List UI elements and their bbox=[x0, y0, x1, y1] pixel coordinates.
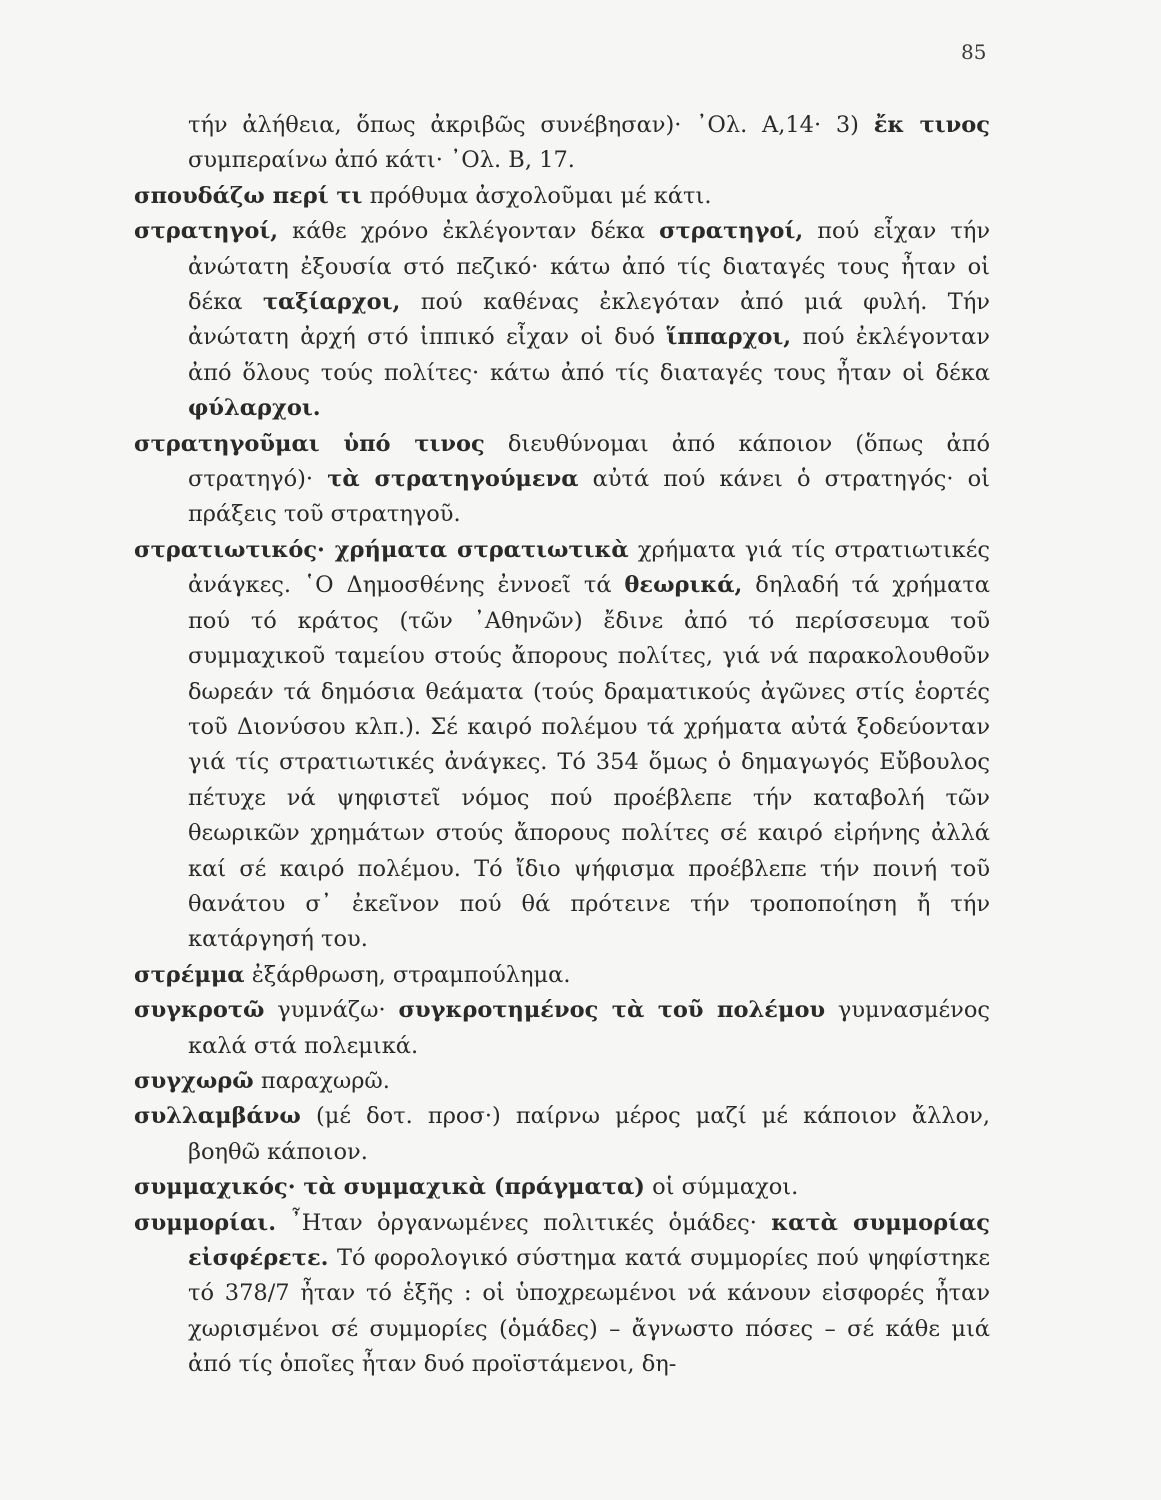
headword: συγχωρῶ bbox=[134, 1067, 254, 1094]
glossary-entry bbox=[134, 958, 990, 993]
glossary-entry bbox=[134, 1206, 990, 1383]
definition-text: γυμνασμένος καλά στά πολεμικά. bbox=[188, 997, 990, 1059]
definition-text: πού ἐκλέγονταν ἀπό ὅλους τούς πολίτες· κάτω ἀπό τίς διαταγές τους ἦταν οἱ δέκα bbox=[188, 324, 990, 386]
glossary-body bbox=[134, 108, 990, 1383]
page-number: 85 bbox=[961, 40, 987, 64]
glossary-entry bbox=[134, 214, 990, 426]
headword: συμμορίαι. bbox=[134, 1209, 277, 1236]
glossary-entry bbox=[134, 1170, 990, 1205]
headword: φύλαρχοι. bbox=[188, 395, 321, 422]
definition-text: (μέ δοτ. προσ·) παίρνω μέρος μαζί μέ κάποιον ἄλλον, βοηθῶ κάποιον. bbox=[188, 1103, 990, 1165]
definition-text: συμπεραίνω ἀπό κάτι· ᾿Ολ. Β, 17. bbox=[188, 147, 575, 174]
definition-text: χρήματα γιά τίς στρατιωτικές ἀνάγκες. ῾Ο Δημοσθένης ἐννοεῖ τά bbox=[188, 536, 990, 599]
headword: στρέμμα bbox=[134, 961, 245, 988]
definition-text: τήν ἀλήθεια, ὅπως ἀκριβῶς συνέβησαν)· ᾿Ολ. Α,14· 3) bbox=[188, 112, 874, 138]
definition-text: πού εἶχαν τήν ἀνώτατη ἐξουσία στό πεζικό· κάτω ἀπό τίς διαταγές τους ἦταν οἱ δέκα bbox=[188, 218, 991, 316]
headword: στρατηγοί, bbox=[134, 218, 279, 245]
glossary-entry bbox=[134, 179, 990, 214]
definition-text: Τό φορολογικό σύστημα κατά συμμορίες πού ψηφίστηκε τό 378/7 ἦταν τό ἑξῆς : οἱ ὑποχρεωμένοι νά κάνουν εἰσφορές ἦταν χωρισμένοι σέ συμμορίες (ὁμάδες) – ἄγνωστο πόσες – σέ κάθε μιά ἀπό τίς ὁποῖες ἦταν δυό προϊστάμενοι, δη- bbox=[188, 1245, 990, 1378]
headword: στρατηγοί, bbox=[659, 218, 804, 245]
headword: σπουδάζω περί τι bbox=[134, 182, 363, 209]
definition-text: πού καθένας ἐκλεγόταν ἀπό μιά φυλή. Τήν ἀνώτατη ἀρχή στό ἱππικό εἶχαν οἱ δυό bbox=[188, 289, 990, 351]
definition-text: γυμνάζω· bbox=[264, 997, 399, 1024]
glossary-entry bbox=[134, 533, 990, 958]
headword: ἵππαρχοι, bbox=[666, 324, 792, 351]
definition-text: δηλαδή τά χρήματα πού τό κράτος (τῶν ᾿Αθηνῶν) ἔδινε ἀπό τό περίσσευμα τοῦ συμμαχικοῦ ταμείου στούς ἄπορους πολίτες, γιά νά παρακολουθοῦν δωρεάν τά δημόσια θεάματα (τούς δραματικούς ἀγῶνες στίς ἑορτές τοῦ Διονύσου κλπ.). Σέ καιρό πολέμου τά χρήματα αὐτά ξοδεύονταν γιά τίς στρατιωτικές ἀνάγκες. Τό 354 ὅμως ὁ δημαγωγός Εὔβουλος πέτυχε νά ψηφιστεῖ νόμος πού προέβλεπε τήν καταβολή τῶν θεωρικῶν χρημάτων στούς ἄπορους πολίτες σέ καιρό εἰρήνης ἀλλά καί σέ καιρό πολέμου. Τό ἴδιο ψήφισμα προέβλεπε τήν ποινή τοῦ θανάτου σ᾿ ἐκεῖνον πού θά πρότεινε τήν τροποποίηση ἤ τήν κατάργησή του. bbox=[188, 572, 991, 953]
glossary-entry bbox=[134, 1064, 990, 1099]
headword: στρατηγοῦμαι ὑπό τινος bbox=[134, 430, 485, 457]
headword: συγκροτημένος τὰ τοῦ πολέμου bbox=[398, 997, 826, 1024]
headword: στρατιωτικός· χρήματα στρατιωτικὰ bbox=[134, 536, 629, 563]
headword: συλλαμβάνω bbox=[134, 1103, 301, 1130]
glossary-entry bbox=[134, 993, 990, 1064]
definition-text: αὐτά πού κάνει ὁ στρατηγός· οἱ πράξεις τοῦ στρατηγοῦ. bbox=[188, 466, 990, 528]
headword: ἔκ τινος bbox=[873, 112, 991, 138]
headword: τὰ στρατηγούμενα bbox=[327, 466, 579, 493]
glossary-entry-continuation bbox=[134, 108, 990, 179]
definition-text: διευθύνομαι ἀπό κάποιον (ὅπως ἀπό στρατηγό)· bbox=[188, 430, 990, 493]
definition-text: πρόθυμα ἀσχολοῦμαι μέ κάτι. bbox=[362, 182, 712, 209]
definition-text: ῏Ηταν ὀργανωμένες πολιτικές ὁμάδες· bbox=[276, 1209, 772, 1236]
definition-text: κάθε χρόνο ἐκλέγονταν δέκα bbox=[278, 218, 660, 245]
headword: θεωρικά, bbox=[624, 572, 743, 599]
definition-text: ἐξάρθρωση, στραμπούλημα. bbox=[244, 961, 571, 988]
headword: συμμαχικός· τὰ συμμαχικὰ (πράγματα) bbox=[134, 1174, 645, 1201]
glossary-entry bbox=[134, 1099, 990, 1170]
glossary-entry bbox=[134, 427, 990, 533]
definition-text: παραχωρῶ. bbox=[253, 1067, 390, 1094]
headword: ταξίαρχοι, bbox=[262, 289, 401, 316]
definition-text: οἱ σύμμαχοι. bbox=[644, 1174, 799, 1201]
headword: κατὰ συμμορίας εἰσφέρετε. bbox=[188, 1209, 990, 1271]
headword: συγκροτῶ bbox=[134, 997, 265, 1024]
